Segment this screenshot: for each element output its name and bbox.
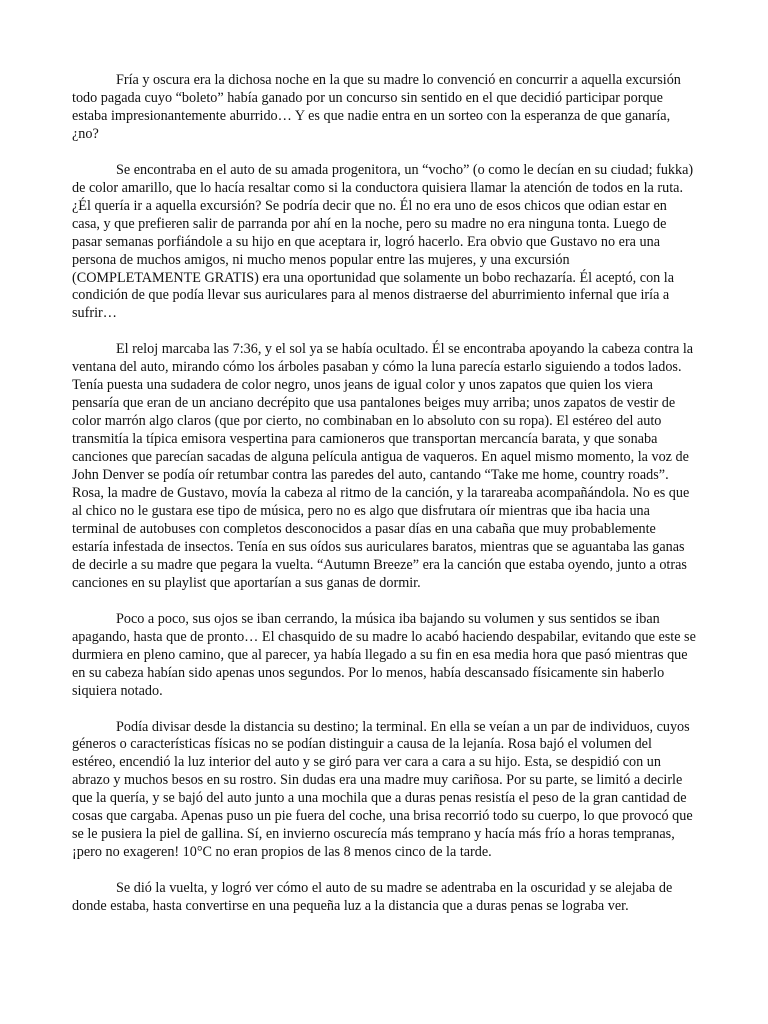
paragraph-3: El reloj marcaba las 7:36, y el sol ya se había ocultado. Él se encontraba apoyando la cabeza contra la ventana del auto, mirando cómo los árboles pasaban y cómo la luna parecía estarlo siguiendo a todos lados. Tenía puesta una sudadera de color negro, unos jeans de igual color y unos zapatos que quien los viera pensaría que eran de un anciano decrépito que usa pantalones beiges muy arriba; unos zapatos de vestir de color marrón algo claros (que por cierto, no combinaban en lo absoluto con su ropa). El estéreo del auto transmitía la típica emisora vespertina para camioneros que transportan mercancía barata, y que sonaba canciones que parecían sacadas de alguna película antigua de vaqueros. En aquel mismo momento, la voz de John Denver se podía oír retumbar contra las paredes del auto, cantando “Take me home, country roads”. Rosa, la madre de Gustavo, movía la cabeza al ritmo de la canción, y la tarareaba acompañándola. No es que al chico no le gustara ese tipo de música, pero no es algo que disfrutara oír mientras que iba hacia una terminal de autobuses con completos desconocidos a pasar días en una cabaña que muy probablemente estaría infestada de insectos. Tenía en sus oídos sus auriculares baratos, mientras que se aguantaba las ganas de decirle a su madre que pegara la vuelta. “Autumn Breeze” era la canción que estaba oyendo, junto a otras canciones en su playlist que aportarían a sus ganas de dormir.	[72, 341, 694, 591]
paragraph-6: Se dió la vuelta, y logró ver cómo el auto de su madre se adentraba en la oscuridad y se alejaba de donde estaba, hasta convertirse en una pequeña luz a la distancia que a duras penas se lograba ver.	[72, 880, 673, 915]
paragraph-1: Fría y oscura era la dichosa noche en la que su madre lo convenció en concurrir a aquella excursión todo pagada cuyo “boleto” había ganado por un concurso sin sentido en el que decidió participar porque estaba impresionantemente aburrido… Y es que nadie entra en un sorteo con la esperanza de que ganaría, ¿no?	[72, 72, 681, 142]
paragraph-4: Poco a poco, sus ojos se iban cerrando, la música iba bajando su volumen y sus sentidos se iban apagando, hasta que de pronto… El chasquido de su madre lo acabó haciendo despabilar, evitando que este se durmiera en pleno camino, que al parecer, ya había llegado a su fin en esa media hora que pasó mientras que en su cabeza habían sido apenas unos segundos. Por lo menos, había descansado físicamente sin haberlo siquiera notado.	[72, 610, 696, 699]
paragraph-2: Se encontraba en el auto de su amada progenitora, un “vocho” (o como le decían en su ciudad; fukka) de color amarillo, que lo hacía resaltar como si la conductora quisiera llamar la atención de todos en la ruta. ¿Él quería ir a aquella excursión? Se podría decir que no. Él no era uno de esos chicos que odian estar en casa, y que prefieren salir de parranda por ahí en la noche, pero su madre no era ninguna tonta. Luego de pasar semanas porfiándole a su hijo en que aceptara ir, logró hacerlo. Era obvio que Gustavo no era una persona de muchos amigos, ni mucho menos popular entre las mujeres, y una excursión (COMPLETAMENTE GRATIS) era una oportunidad que solamente un bobo rechazaría. Él aceptó, con la condición de que podía llevar sus auriculares para al menos distraerse del aburrimiento infernal que iría a sufrir…	[72, 161, 694, 322]
paragraph-5: Podía divisar desde la distancia su destino; la terminal. En ella se veían a un par de individuos, cuyos géneros o características físicas no se podían distinguir a causa de la lejanía. Rosa bajó el volumen del estéreo, encendió la luz interior del auto y se giró para ver cara a cara a su hijo. Esta, se despidió con un abrazo y muchos besos en su rostro. Sin dudas era una madre muy cariñosa. Por su parte, se limitó a decirle que la quería, y se bajó del auto junto a una mochila que a duras penas resistía el peso de la gran cantidad de cosas que cargaba. Apenas puso un pie fuera del coche, una brisa recorrió todo su cuerpo, lo que provocó que se le pusiera la piel de gallina. Sí, en invierno oscurecía más temprano y hacía más frío a horas tempranas, ¡pero no exageren! 10°C no eran propios de las 8 menos cinco de la tarde.	[72, 718, 693, 861]
document-page	[72, 72, 696, 934]
